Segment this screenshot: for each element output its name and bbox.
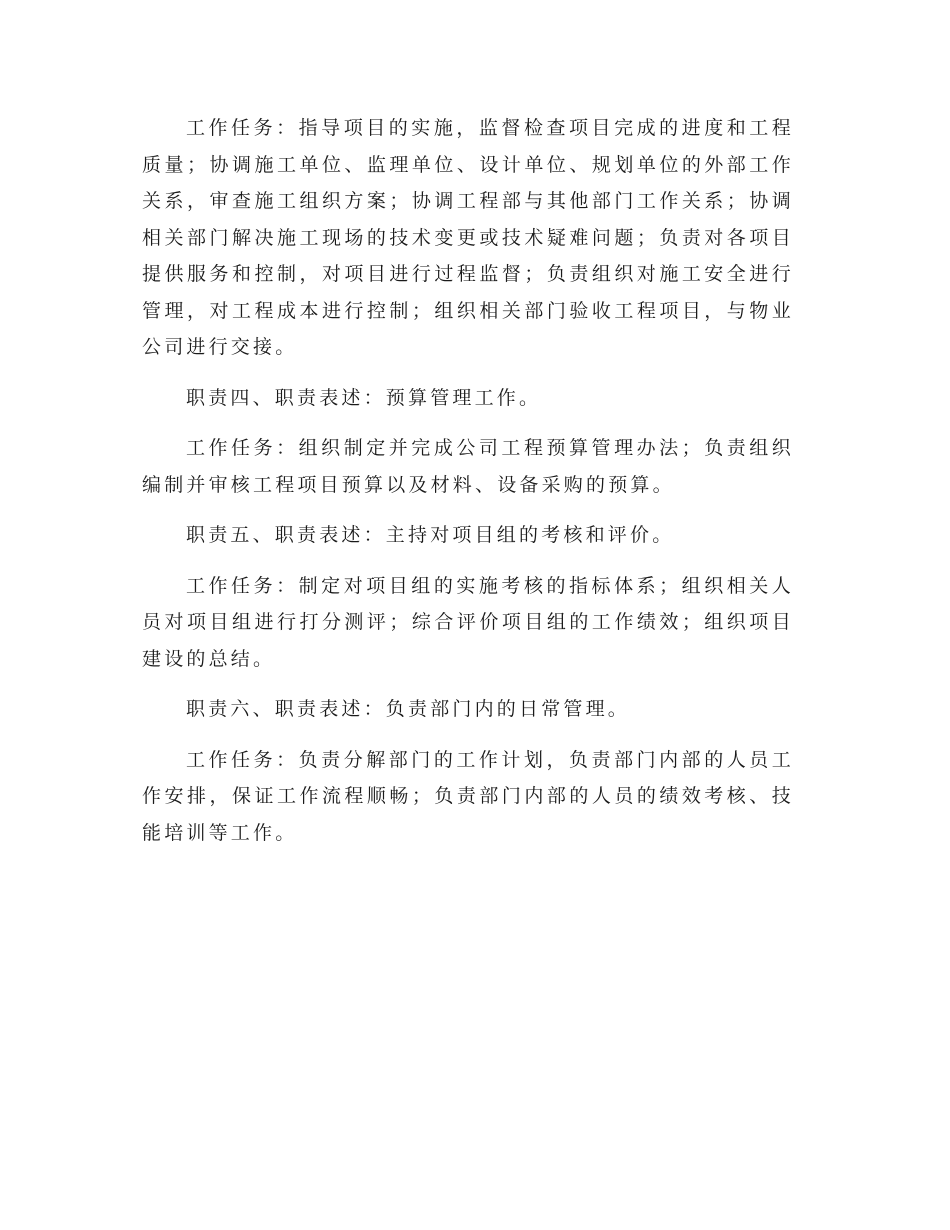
document-page (142, 110, 794, 865)
duty-six-heading: 职责六、职责表述：负责部门内的日常管理。 (186, 698, 631, 720)
duty-five-heading: 职责五、职责表述：主持对项目组的考核和评价。 (186, 524, 675, 546)
task-paragraph-evaluation: 工作任务：制定对项目组的实施考核的指标体系；组织相关人员对项目组进行打分测评；综合评价项目组的工作绩效；组织项目建设的总结。 (142, 574, 794, 670)
duty-four-heading: 职责四、职责表述：预算管理工作。 (186, 386, 542, 409)
task-paragraph-project-supervision: 工作任务：指导项目的实施，监督检查项目完成的进度和工程质量；协调施工单位、监理单位、设计单位、规划单位的外部工作关系，审查施工组织方案；协调工程部与其他部门工作关系；协调相关部门解决施工现场的技术变更或技术疑难问题；负责对各项目提供服务和控制，对项目进行过程监督；负责组织对施工安全进行管理，对工程成本进行控制；组织相关部门验收工程项目，与物业公司进行交接。 (142, 117, 794, 358)
task-paragraph-budget: 工作任务：组织制定并完成公司工程预算管理办法；负责组织编制并审核工程项目预算以及材料、设备采购的预算。 (142, 437, 794, 496)
task-paragraph-daily-management: 工作任务：负责分解部门的工作计划，负责部门内部的人员工作安排，保证工作流程顺畅；负责部门内部的人员的绩效考核、技能培训等工作。 (142, 748, 794, 844)
